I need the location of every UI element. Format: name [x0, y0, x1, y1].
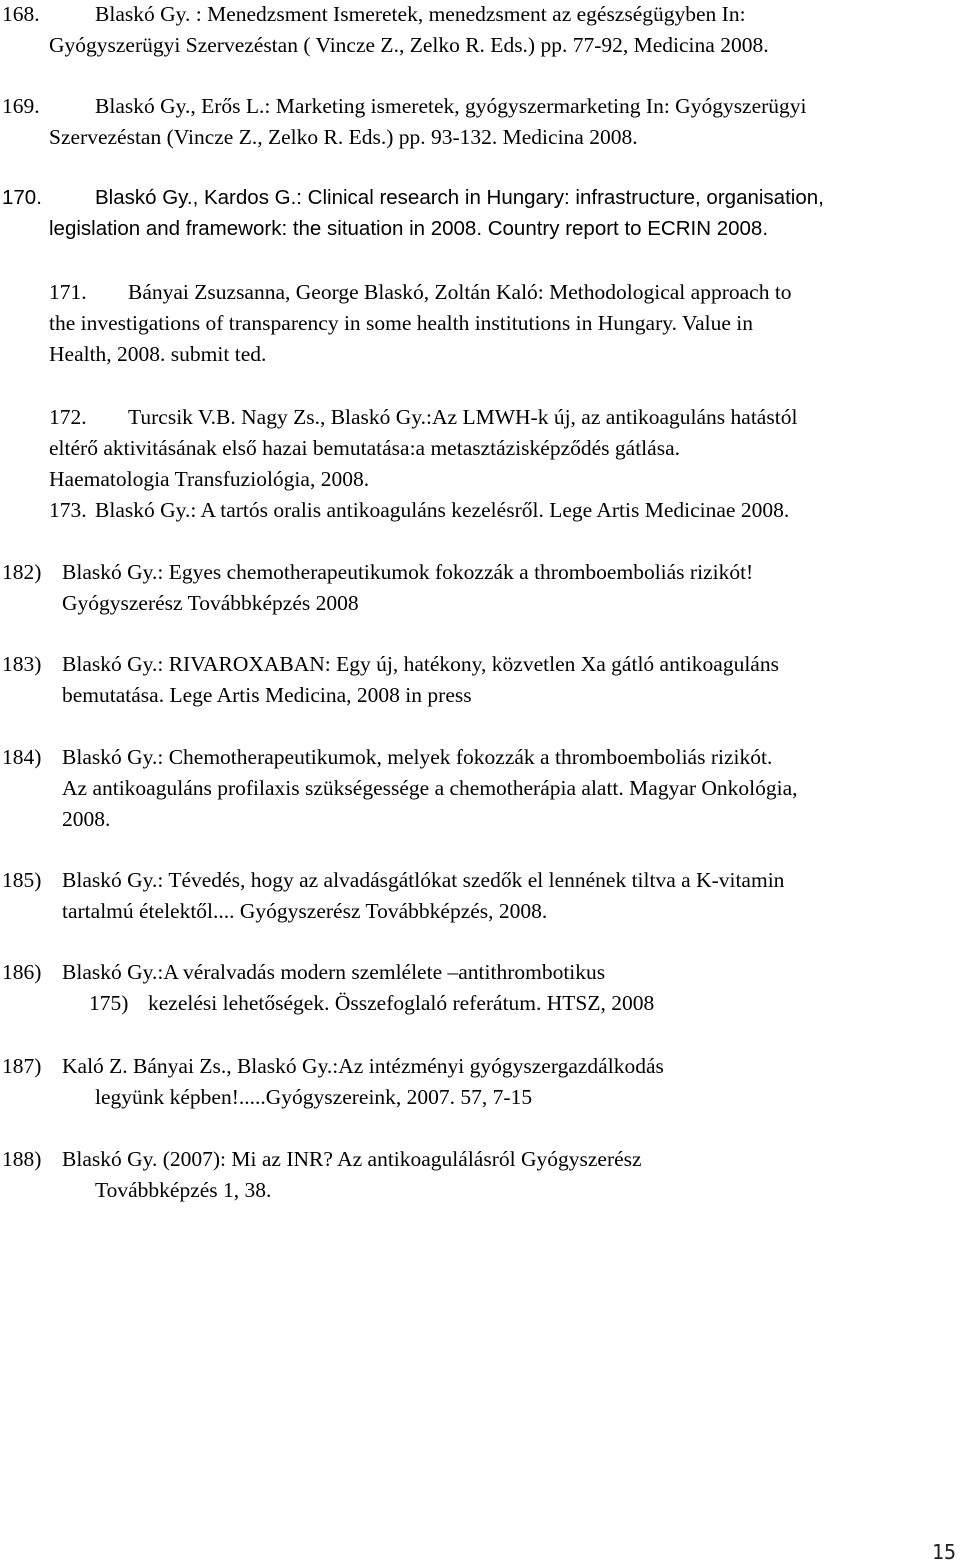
ref-text-line: Blaskó Gy.:A véralvadás modern szemlélete –antithrombotikus [62, 960, 606, 984]
ref-text-line: kezelési lehetőségek. Összefoglaló referátum. HTSZ, 2008 [148, 991, 655, 1015]
ref-text-line: Bányai Zsuzsanna, George Blaskó, Zoltán Kaló: Methodological approach to [128, 280, 792, 304]
ref-number: 170. [2, 186, 42, 209]
ref-number: 188) [2, 1147, 42, 1171]
ref-number: 184) [2, 745, 42, 769]
ref-text-line: Gyógyszerügyi Szervezéstan ( Vincze Z., Zelko R. Eds.) pp. 77-92, Medicina 2008. [49, 33, 769, 57]
ref-number: 182) [2, 560, 42, 584]
ref-text-line: Blaskó Gy. : Menedzsment Ismeretek, menedzsment az egészségügyben In: [95, 2, 746, 26]
ref-text-line: Továbbképzés 1, 38. [95, 1178, 272, 1202]
ref-inner-number: 175) [89, 991, 129, 1015]
ref-text-line: legislation and framework: the situation in 2008. Country report to ECRIN 2008. [49, 217, 769, 240]
ref-text-line: Blaskó Gy.: Chemotherapeutikumok, melyek fokozzák a thromboemboliás rizikót. [62, 745, 773, 769]
ref-number: 169. [2, 94, 40, 118]
ref-number: 186) [2, 960, 42, 984]
ref-text-line: bemutatása. Lege Artis Medicina, 2008 in press [62, 683, 472, 707]
ref-text-line: Blaskó Gy., Erős L.: Marketing ismeretek, gyógyszermarketing In: Gyógyszerügyi [95, 94, 807, 118]
ref-text-line: Haematologia Transfuziológia, 2008. [49, 467, 370, 491]
ref-text-line: the investigations of transparency in some health institutions in Hungary. Value in [49, 311, 753, 335]
ref-number: 183) [2, 652, 42, 676]
ref-text-line: tartalmú ételektől.... Gyógyszerész Továbbképzés, 2008. [62, 899, 548, 923]
ref-number: 185) [2, 868, 42, 892]
ref-text-line: Blaskó Gy.: A tartós oralis antikoaguláns kezelésről. Lege Artis Medicinae 2008. [95, 498, 790, 522]
ref-text-line: Turcsik V.B. Nagy Zs., Blaskó Gy.:Az LMWH-k új, az antikoaguláns hatástól [128, 405, 798, 429]
ref-text-line: Blaskó Gy., Kardos G.: Clinical research in Hungary: infrastructure, organisation, [95, 186, 824, 209]
ref-number: 187) [2, 1054, 42, 1078]
page-number: 15 [931, 1540, 956, 1564]
ref-text-line: Kaló Z. Bányai Zs., Blaskó Gy.:Az intézményi gyógyszergazdálkodás [62, 1054, 664, 1078]
ref-text-line: legyünk képben!.....Gyógyszereink, 2007. 57, 7-15 [95, 1085, 533, 1109]
ref-text-line: Blaskó Gy.: Tévedés, hogy az alvadásgátlókat szedők el lennének tiltva a K-vitamin [62, 868, 785, 892]
ref-number: 168. [2, 2, 40, 26]
ref-text-line: 2008. [62, 807, 111, 831]
ref-text-line: eltérő aktivitásának első hazai bemutatása:a metasztázisképződés gátlása. [49, 436, 680, 460]
ref-number: 173. [49, 498, 87, 522]
ref-text-line: Szervezéstan (Vincze Z., Zelko R. Eds.) pp. 93-132. Medicina 2008. [49, 125, 638, 149]
ref-text-line: Gyógyszerész Továbbképzés 2008 [62, 591, 359, 615]
ref-text-line: Health, 2008. submit ted. [49, 342, 267, 366]
ref-text-line: Blaskó Gy.: Egyes chemotherapeutikumok fokozzák a thromboemboliás rizikót! [62, 560, 754, 584]
ref-number: 172. [49, 405, 87, 429]
ref-text-line: Az antikoaguláns profilaxis szükségessége a chemotherápia alatt. Magyar Onkológia, [62, 776, 798, 800]
ref-text-line: Blaskó Gy. (2007): Mi az INR? Az antikoagulálásról Gyógyszerész [62, 1147, 642, 1171]
ref-number: 171. [49, 280, 87, 304]
ref-text-line: Blaskó Gy.: RIVAROXABAN: Egy új, hatékony, közvetlen Xa gátló antikoaguláns [62, 652, 779, 676]
